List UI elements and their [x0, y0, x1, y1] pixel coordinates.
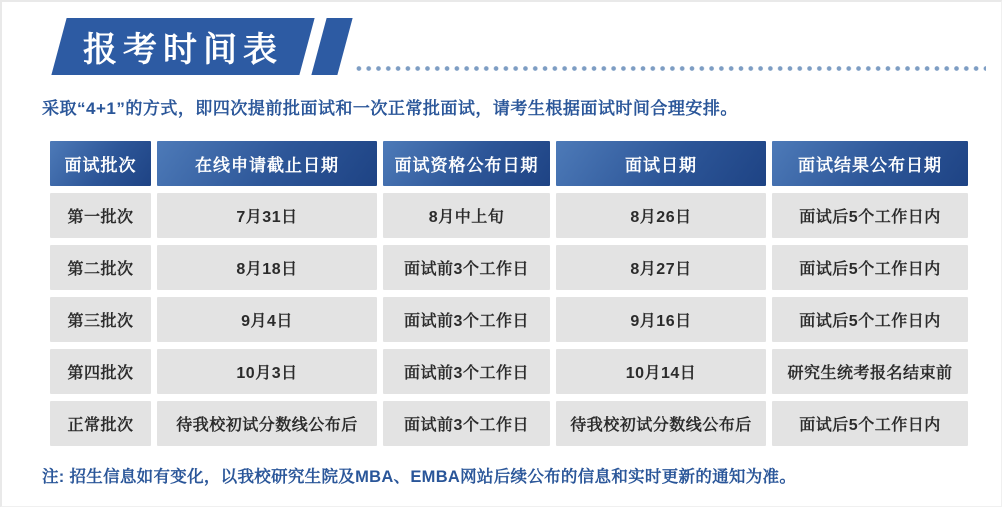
table-cell: 待我校初试分数线公布后	[556, 401, 766, 446]
table-cell: 第三批次	[50, 297, 151, 342]
table-cell: 面试后5个工作日内	[772, 401, 968, 446]
table-cell: 面试前3个工作日	[383, 349, 550, 394]
table-cell: 9月16日	[556, 297, 766, 342]
table-cell: 正常批次	[50, 401, 151, 446]
page-title: 报考时间表	[83, 31, 283, 69]
table-header-cell: 面试批次	[50, 141, 151, 186]
table-header-cell: 面试结果公布日期	[772, 141, 968, 186]
table-cell: 8月26日	[556, 193, 766, 238]
table-cell: 面试后5个工作日内	[772, 297, 968, 342]
footer-note: 注: 招生信息如有变化，以我校研究生院及MBA、EMBA网站后续公布的信息和实时更新的通知为准。	[42, 468, 797, 486]
table-cell: 10月14日	[556, 349, 766, 394]
table-cell: 面试后5个工作日内	[772, 193, 968, 238]
schedule-table	[50, 141, 968, 446]
table-cell: 面试前3个工作日	[383, 245, 550, 290]
intro-text: 采取“4+1”的方式，即四次提前批面试和一次正常批面试，请考生根据面试时间合理安排。	[42, 99, 738, 118]
table-cell: 8月18日	[157, 245, 377, 290]
table-cell: 面试前3个工作日	[383, 297, 550, 342]
table-cell: 面试前3个工作日	[383, 401, 550, 446]
dotted-divider	[354, 65, 986, 72]
table-cell: 第一批次	[50, 193, 151, 238]
table-cell: 10月3日	[157, 349, 377, 394]
table-header-cell: 面试资格公布日期	[383, 141, 550, 186]
table-cell: 面试后5个工作日内	[772, 245, 968, 290]
table-cell: 第四批次	[50, 349, 151, 394]
title-banner	[59, 18, 345, 75]
table-cell: 待我校初试分数线公布后	[157, 401, 377, 446]
table-cell: 研究生统考报名结束前	[772, 349, 968, 394]
title-banner-shape	[51, 18, 314, 75]
table-cell: 9月4日	[157, 297, 377, 342]
table-cell: 第二批次	[50, 245, 151, 290]
table-header-cell: 面试日期	[556, 141, 766, 186]
banner-tail-shape	[311, 18, 352, 75]
table-cell: 8月中上旬	[383, 193, 550, 238]
table-cell: 7月31日	[157, 193, 377, 238]
table-header-cell: 在线申请截止日期	[157, 141, 377, 186]
table-cell: 8月27日	[556, 245, 766, 290]
